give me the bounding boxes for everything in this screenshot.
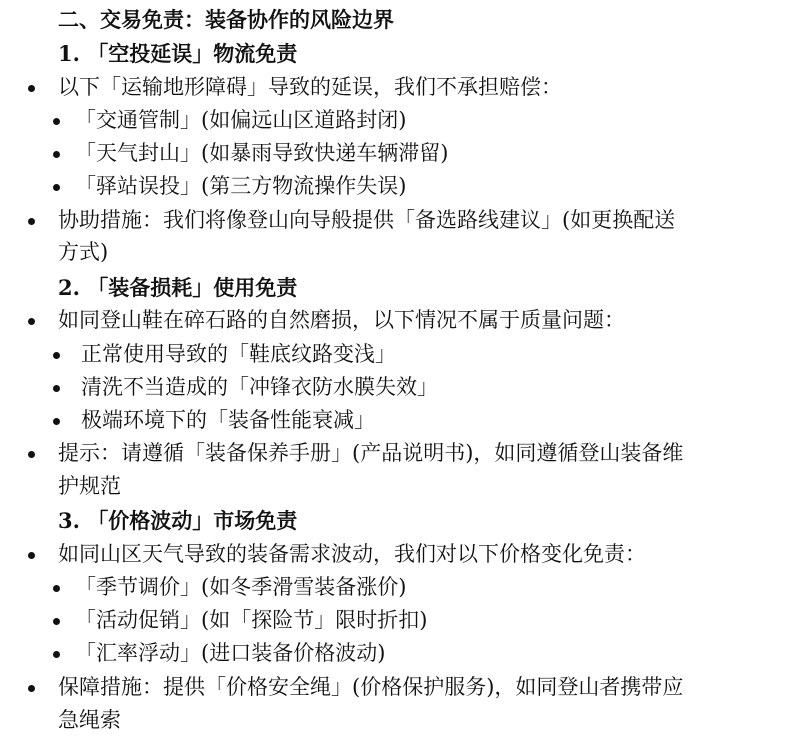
item-3-sub-2 bbox=[0, 604, 799, 637]
bullet-icon bbox=[28, 318, 35, 325]
bullet-icon bbox=[53, 352, 60, 359]
item-2-note bbox=[0, 437, 799, 470]
item-3-sub-3-text: 「汇率浮动」(进口装备价格波动) bbox=[75, 641, 386, 665]
item-1-intro bbox=[0, 71, 799, 104]
bullet-icon bbox=[53, 618, 60, 625]
item-2-intro bbox=[0, 304, 799, 337]
bullet-icon bbox=[53, 651, 60, 658]
item-3-heading bbox=[0, 504, 799, 537]
bullet-icon bbox=[28, 552, 35, 559]
bullet-icon bbox=[53, 418, 60, 425]
item-2-sub-3 bbox=[0, 404, 799, 437]
item-2-sub-2 bbox=[0, 371, 799, 404]
bullet-icon bbox=[53, 385, 60, 392]
item-2-note-cont bbox=[0, 470, 799, 503]
item-3-sub-3 bbox=[0, 637, 799, 670]
item-2-heading bbox=[0, 271, 799, 304]
item-1-note-line-1: 协助措施：我们将像登山向导般提供「备选路线建议」(如更换配送 bbox=[58, 208, 676, 232]
item-1-sub-1 bbox=[0, 104, 799, 137]
item-3-sub-1 bbox=[0, 571, 799, 604]
item-1-heading-text: 1. 「空投延误」物流免责 bbox=[58, 41, 298, 66]
bullet-icon bbox=[28, 685, 35, 692]
item-2-sub-1 bbox=[0, 338, 799, 371]
item-3-note-line-2: 急绳索 bbox=[58, 708, 121, 732]
item-2-heading-text: 2. 「装备损耗」使用免责 bbox=[58, 275, 298, 300]
item-1-sub-3 bbox=[0, 170, 799, 203]
bullet-icon bbox=[28, 218, 35, 225]
bullet-icon bbox=[53, 184, 60, 191]
item-1-sub-3-text: 「驿站误投」(第三方物流操作失误) bbox=[75, 174, 407, 198]
item-2-note-line-2: 护规范 bbox=[58, 474, 121, 498]
item-1-sub-2-text: 「天气封山」(如暴雨导致快递车辆滞留) bbox=[75, 141, 449, 165]
item-1-intro-text: 以下「运输地形障碍」导致的延误，我们不承担赔偿： bbox=[58, 75, 562, 99]
item-1-note-cont bbox=[0, 236, 799, 269]
section-title-text: 二、交易免责：装备协作的风险边界 bbox=[58, 7, 394, 32]
bullet-icon bbox=[53, 151, 60, 158]
section-title bbox=[0, 3, 799, 36]
bullet-icon bbox=[28, 451, 35, 458]
bullet-icon bbox=[53, 585, 60, 592]
item-3-note-cont bbox=[0, 704, 799, 737]
item-1-sub-1-text: 「交通管制」(如偏远山区道路封闭) bbox=[75, 108, 407, 132]
item-3-sub-2-text: 「活动促销」(如「探险节」限时折扣) bbox=[75, 608, 428, 632]
bullet-icon bbox=[53, 118, 60, 125]
item-1-heading bbox=[0, 37, 799, 70]
item-1-note-line-2: 方式) bbox=[58, 240, 109, 264]
item-2-intro-text: 如同登山鞋在碎石路的自然磨损，以下情况不属于质量问题： bbox=[58, 308, 625, 332]
item-3-intro bbox=[0, 538, 799, 571]
item-3-intro-text: 如同山区天气导致的装备需求波动，我们对以下价格变化免责： bbox=[58, 542, 646, 566]
item-3-note-line-1: 保障措施：提供「价格安全绳」(价格保护服务)，如同登山者携带应 bbox=[58, 675, 684, 699]
item-3-sub-1-text: 「季节调价」(如冬季滑雪装备涨价) bbox=[75, 575, 407, 599]
item-2-note-line-1: 提示：请遵循「装备保养手册」(产品说明书)，如同遵循登山装备维 bbox=[58, 441, 684, 465]
item-1-note bbox=[0, 204, 799, 237]
bullet-icon bbox=[28, 85, 35, 92]
item-2-sub-1-text: 正常使用导致的「鞋底纹路变浅」 bbox=[81, 342, 396, 366]
item-2-sub-3-text: 极端环境下的「装备性能衰减」 bbox=[81, 408, 375, 432]
item-3-heading-text: 3. 「价格波动」市场免责 bbox=[58, 508, 298, 533]
item-1-sub-2 bbox=[0, 137, 799, 170]
item-2-sub-2-text: 清洗不当造成的「冲锋衣防水膜失效」 bbox=[81, 375, 438, 399]
item-3-note bbox=[0, 671, 799, 704]
